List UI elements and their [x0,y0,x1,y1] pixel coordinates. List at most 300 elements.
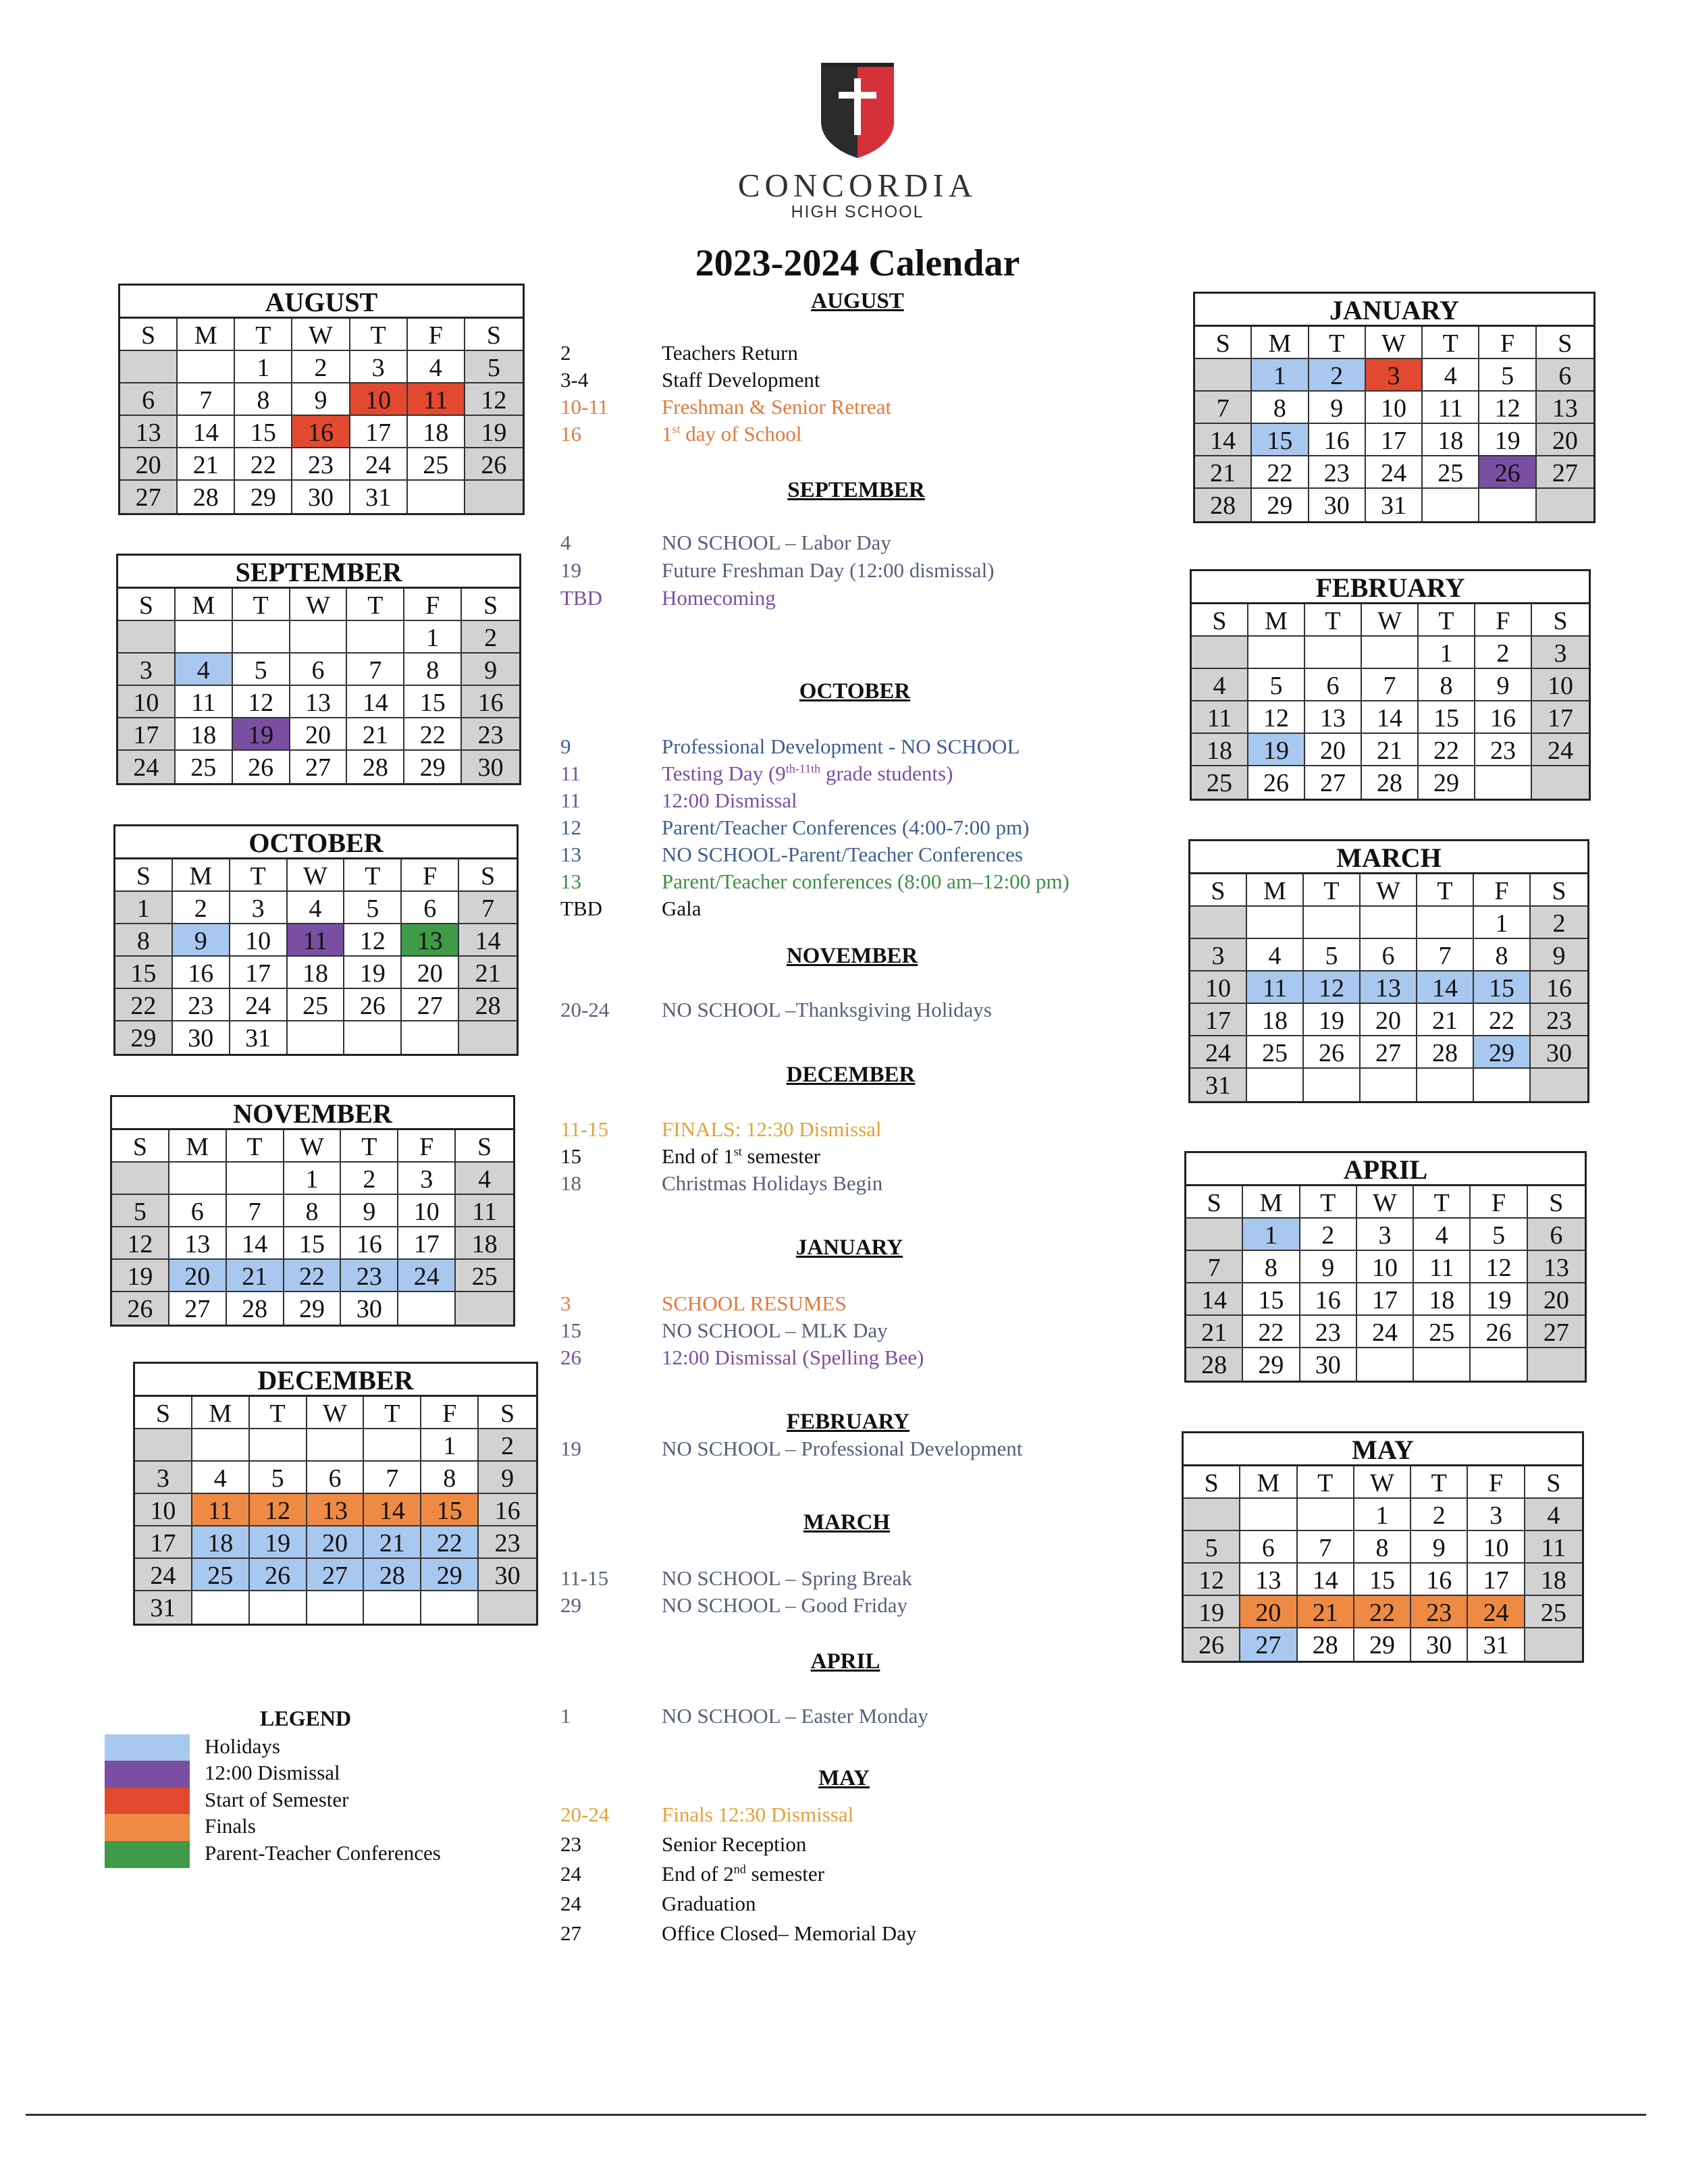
weekday-header: M [192,1397,250,1429]
day-cell: 23 [1411,1596,1468,1628]
day-cell: 17 [1357,1283,1414,1316]
empty-cell [1361,907,1417,939]
day-cell: 28 [178,481,235,513]
calendar-april [1184,1151,1587,1383]
day-cell: 6 [1528,1219,1585,1251]
day-cell: 4 [1414,1219,1471,1251]
day-cell: 11 [1247,971,1304,1004]
day-cell: 29 [115,1021,173,1054]
day-cell: 23 [341,1260,398,1292]
day-cell: 28 [1298,1628,1354,1661]
day-cell: 29 [1354,1628,1411,1661]
calendar-february [1190,569,1591,801]
day-cell: 19 [112,1260,169,1292]
day-cell: 7 [227,1195,284,1227]
event-text: Professional Development - NO SCHOOL [662,735,1020,758]
day-cell: 26 [1248,766,1305,799]
legend-swatch [105,1841,190,1868]
day-cell: 3 [350,351,408,383]
empty-cell [1186,1219,1243,1251]
weekday-header: F [1474,874,1531,907]
day-cell: 2 [1531,907,1587,939]
empty-cell [402,1021,459,1054]
day-cell: 3 [1357,1219,1414,1251]
empty-cell [421,1591,479,1624]
day-cell: 22 [1354,1596,1411,1628]
event-date: 29 [560,1593,581,1617]
day-cell: 26 [1184,1628,1240,1661]
event-text: 12:00 Dismissal [662,789,797,812]
weekday-header: F [1471,1186,1527,1219]
day-cell: 8 [1252,392,1309,424]
event-date: 11-15 [560,1566,609,1590]
event-date: 27 [560,1921,581,1945]
day-cell: 20 [307,1526,365,1559]
day-cell: 22 [1419,734,1475,766]
weekday-header: S [1525,1466,1582,1499]
day-cell: 12 [250,1494,307,1526]
day-cell: 24 [118,751,176,783]
event-text: FINALS: 12:30 Dismissal [662,1117,882,1141]
weekday-header: T [350,319,408,351]
day-cell: 18 [1414,1283,1471,1316]
day-cell: 7 [347,654,404,686]
day-cell: 17 [398,1227,456,1260]
day-cell: 3 [1366,359,1423,392]
empty-cell [176,621,233,654]
weekday-header: T [1411,1466,1468,1499]
day-cell: 19 [1304,1004,1361,1036]
day-cell: 25 [1247,1036,1304,1069]
day-cell: 13 [1361,971,1417,1004]
section-heading-august: AUGUST [811,289,904,313]
day-cell: 29 [1474,1036,1531,1069]
weekday-header: M [169,1130,227,1163]
event-date: 9 [560,735,571,758]
empty-cell [1525,1628,1582,1661]
legend-label: Holidays [205,1734,280,1758]
empty-cell [1417,1069,1474,1101]
day-cell: 2 [173,892,230,924]
day-cell: 1 [421,1429,479,1462]
weekday-header: M [176,589,233,621]
day-cell: 18 [1525,1564,1582,1596]
day-cell: 24 [1190,1036,1247,1069]
day-cell: 12 [1479,392,1536,424]
day-cell: 5 [1184,1531,1240,1564]
event-date: 20-24 [560,998,610,1021]
day-cell: 10 [1468,1531,1525,1564]
day-cell: 20 [402,957,459,989]
section-heading-february: FEBRUARY [786,1410,910,1434]
calendar-december [133,1362,538,1626]
day-cell: 3 [118,654,176,686]
day-cell: 29 [1243,1348,1300,1381]
weekday-header: T [230,859,288,892]
day-cell: 23 [1309,456,1366,489]
day-cell: 13 [1240,1564,1297,1596]
empty-cell [135,1429,192,1462]
day-cell: 10 [1190,971,1247,1004]
event-text: End of 2nd semester [662,1862,824,1886]
day-cell: 30 [1411,1628,1468,1661]
legend-label: 12:00 Dismissal [205,1761,340,1784]
school-name: CONCORDIA [737,167,978,204]
empty-cell [1471,1348,1527,1381]
weekday-header: S [1192,604,1248,637]
event-text: NO SCHOOL –Thanksgiving Holidays [662,998,992,1021]
weekday-header: T [1423,327,1479,359]
empty-cell [178,351,235,383]
section-heading-september: SEPTEMBER [787,478,925,502]
day-cell: 14 [1362,701,1419,734]
event-date: 19 [560,1437,581,1460]
day-cell: 24 [350,448,408,481]
weekday-header: S [135,1397,192,1429]
calendar-march [1188,839,1589,1103]
day-cell: 17 [1532,701,1589,734]
day-cell: 21 [347,718,404,751]
event-date: 18 [560,1171,581,1195]
day-cell: 21 [178,448,235,481]
weekday-header: S [1528,1186,1585,1219]
day-cell: 19 [344,957,402,989]
day-cell: 27 [120,481,178,513]
day-cell: 27 [307,1559,365,1591]
weekday-header: T [347,589,404,621]
event-text: Finals 12:30 Dismissal [662,1803,854,1826]
day-cell: 11 [1525,1531,1582,1564]
day-cell: 28 [459,989,517,1021]
day-cell: 5 [344,892,402,924]
empty-cell [344,1021,402,1054]
day-cell: 9 [1309,392,1366,424]
month-grid [118,589,519,783]
day-cell: 26 [344,989,402,1021]
day-cell: 7 [178,383,235,416]
day-cell: 9 [479,1462,536,1494]
calendar-september [116,554,521,785]
day-cell: 12 [1248,701,1305,734]
event-text: Freshman & Senior Retreat [662,395,892,419]
day-cell: 12 [1184,1564,1240,1596]
month-title: JANUARY [1195,294,1593,327]
event-date: 11-15 [560,1117,609,1141]
day-cell: 26 [1471,1316,1527,1348]
day-cell: 14 [1186,1283,1243,1316]
day-cell: 25 [456,1260,513,1292]
empty-cell [398,1292,456,1325]
weekday-header: S [112,1130,169,1163]
empty-cell [1531,1069,1587,1101]
section-heading-january: JANUARY [795,1235,903,1260]
event-text: Testing Day ($9^{th-11th}$ grade students) [662,762,953,785]
weekday-header: F [402,859,459,892]
day-cell: 31 [1468,1628,1525,1661]
empty-cell [347,621,404,654]
day-cell: 5 [1479,359,1536,392]
day-cell: 16 [479,1494,536,1526]
weekday-header: T [364,1397,421,1429]
day-cell: 7 [1186,1251,1243,1283]
weekday-header: W [292,319,350,351]
day-cell: 2 [292,351,350,383]
day-cell: 18 [1247,1004,1304,1036]
empty-cell [250,1429,307,1462]
month-grid [120,319,523,513]
day-cell: 18 [176,718,233,751]
weekday-header: M [1252,327,1309,359]
day-cell: 31 [1190,1069,1247,1101]
day-cell: 4 [176,654,233,686]
weekday-header: F [1475,604,1532,637]
day-cell: 6 [1537,359,1593,392]
day-cell: 2 [462,621,519,654]
day-cell: 20 [290,718,348,751]
month-grid [1190,874,1587,1101]
day-cell: 4 [456,1163,513,1195]
day-cell: 12 [344,924,402,957]
event-date: 15 [560,1319,581,1342]
day-cell: 6 [290,654,348,686]
event-text: Gala [662,897,702,920]
event-date: 2 [560,341,571,365]
day-cell: 15 [1354,1564,1411,1596]
day-cell: 25 [408,448,465,481]
day-cell: 19 [1184,1596,1240,1628]
day-cell: 28 [227,1292,284,1325]
day-cell: 11 [408,383,465,416]
day-cell: 2 [1300,1219,1357,1251]
weekday-header: T [341,1130,398,1163]
day-cell: 20 [120,448,178,481]
empty-cell [1414,1348,1471,1381]
weekday-header: T [1300,1186,1357,1219]
empty-cell [465,481,523,513]
day-cell: 7 [1298,1531,1354,1564]
day-cell: 9 [1411,1531,1468,1564]
weekday-header: F [421,1397,479,1429]
weekday-header: S [120,319,178,351]
day-cell: 3 [135,1462,192,1494]
day-cell: 18 [408,416,465,448]
day-cell: 2 [1309,359,1366,392]
month-title: AUGUST [120,286,523,319]
event-text: NO SCHOOL – MLK Day [662,1319,888,1342]
event-text: Parent/Teacher conferences (8:00 am–12:00 pm) [662,870,1070,893]
page-title: 2023-2024 Calendar [695,242,1020,284]
event-date: 3-4 [560,368,589,392]
day-cell: 14 [227,1227,284,1260]
day-cell: 30 [1300,1348,1357,1381]
day-cell: 25 [1414,1316,1471,1348]
day-cell: 18 [192,1526,250,1559]
day-cell: 6 [169,1195,227,1227]
day-cell: 16 [1411,1564,1468,1596]
day-cell: 29 [1419,766,1475,799]
event-text: Graduation [662,1892,756,1915]
day-cell: 17 [118,718,176,751]
day-cell: 26 [112,1292,169,1325]
calendar-october [113,824,519,1056]
day-cell: 11 [288,924,345,957]
day-cell: 9 [1475,669,1532,701]
empty-cell [1304,907,1361,939]
day-cell: 5 [465,351,523,383]
section-heading-december: DECEMBER [786,1063,916,1087]
day-cell: 22 [235,448,292,481]
weekday-header: T [1414,1186,1471,1219]
day-cell: 8 [421,1462,479,1494]
day-cell: 21 [1362,734,1419,766]
day-cell: 10 [1357,1251,1414,1283]
day-cell: 26 [1479,456,1536,489]
day-cell: 28 [1195,489,1252,521]
weekday-header: T [227,1130,284,1163]
day-cell: 24 [1366,456,1423,489]
month-title: MAY [1184,1433,1582,1466]
day-cell: 10 [1366,392,1423,424]
empty-cell [250,1591,307,1624]
month-grid [115,859,517,1054]
event-text: Homecoming [662,586,776,610]
day-cell: 22 [1252,456,1309,489]
day-cell: 25 [176,751,233,783]
day-cell: 16 [1475,701,1532,734]
day-cell: 31 [1366,489,1423,521]
event-date: 16 [560,422,581,446]
day-cell: 20 [1240,1596,1297,1628]
event-text: NO SCHOOL-Parent/Teacher Conferences [662,843,1023,866]
day-cell: 12 [112,1227,169,1260]
event-date: 13 [560,843,581,866]
day-cell: 11 [456,1195,513,1227]
day-cell: 5 [1248,669,1305,701]
day-cell: 1 [1419,637,1475,669]
day-cell: 30 [173,1021,230,1054]
day-cell: 21 [1186,1316,1243,1348]
empty-cell [192,1429,250,1462]
weekday-header: M [1247,874,1304,907]
day-cell: 4 [288,892,345,924]
day-cell: 6 [402,892,459,924]
weekday-header: S [462,589,519,621]
day-cell: 6 [307,1462,365,1494]
event-date: 13 [560,870,581,893]
empty-cell [456,1292,513,1325]
weekday-header: W [1366,327,1423,359]
legend-swatch [105,1788,190,1815]
empty-cell [1357,1348,1414,1381]
day-cell: 6 [1305,669,1362,701]
day-cell: 8 [1474,939,1531,971]
weekday-header: T [1304,874,1361,907]
weekday-header: W [1362,604,1419,637]
day-cell: 20 [1528,1283,1585,1316]
day-cell: 8 [404,654,462,686]
day-cell: 14 [459,924,517,957]
weekday-header: W [290,589,348,621]
event-text: Senior Reception [662,1832,807,1856]
day-cell: 19 [1471,1283,1527,1316]
event-text: End of 1st semester [662,1144,820,1168]
day-cell: 21 [459,957,517,989]
day-cell: 9 [1531,939,1587,971]
day-cell: 29 [404,751,462,783]
event-date: 12 [560,816,581,839]
event-date: 15 [560,1144,581,1168]
day-cell: 7 [1362,669,1419,701]
day-cell: 29 [284,1292,342,1325]
day-cell: 15 [1243,1283,1300,1316]
day-cell: 27 [402,989,459,1021]
day-cell: 21 [1298,1596,1354,1628]
weekday-header: F [1479,327,1536,359]
section-heading-november: NOVEMBER [786,944,918,968]
event-date: 3 [560,1291,571,1315]
day-cell: 3 [1532,637,1589,669]
empty-cell [364,1429,421,1462]
day-cell: 11 [1423,392,1479,424]
day-cell: 18 [1423,424,1479,456]
day-cell: 10 [118,686,176,718]
weekday-header: S [1184,1466,1240,1499]
day-cell: 23 [479,1526,536,1559]
empty-cell [1248,637,1305,669]
empty-cell [1184,1499,1240,1531]
day-cell: 24 [230,989,288,1021]
empty-cell [1475,766,1532,799]
event-text: Christmas Holidays Begin [662,1171,883,1195]
event-text: NO SCHOOL – Easter Monday [662,1704,928,1728]
day-cell: 13 [402,924,459,957]
day-cell: 17 [230,957,288,989]
event-text: 1st day of School [662,422,802,446]
weekday-header: T [1305,604,1362,637]
month-grid [1186,1186,1585,1381]
day-cell: 20 [1305,734,1362,766]
empty-cell [120,351,178,383]
day-cell: 6 [120,383,178,416]
day-cell: 5 [1304,939,1361,971]
day-cell: 1 [1354,1499,1411,1531]
month-title: DECEMBER [135,1364,536,1397]
empty-cell [459,1021,517,1054]
weekday-header: M [1243,1186,1300,1219]
weekday-header: T [1419,604,1475,637]
day-cell: 15 [1419,701,1475,734]
day-cell: 23 [1531,1004,1587,1036]
day-cell: 13 [1528,1251,1585,1283]
weekday-header: S [456,1130,513,1163]
weekday-header: S [115,859,173,892]
day-cell: 28 [1186,1348,1243,1381]
empty-cell [1305,637,1362,669]
empty-cell [1362,637,1419,669]
day-cell: 4 [1423,359,1479,392]
day-cell: 17 [1366,424,1423,456]
day-cell: 14 [1298,1564,1354,1596]
day-cell: 29 [421,1559,479,1591]
weekday-header: T [233,589,290,621]
day-cell: 9 [173,924,230,957]
weekday-header: W [1354,1466,1411,1499]
event-text: Office Closed– Memorial Day [662,1921,917,1945]
day-cell: 30 [1531,1036,1587,1069]
day-cell: 17 [135,1526,192,1559]
calendar-november [110,1095,515,1327]
day-cell: 23 [292,448,350,481]
